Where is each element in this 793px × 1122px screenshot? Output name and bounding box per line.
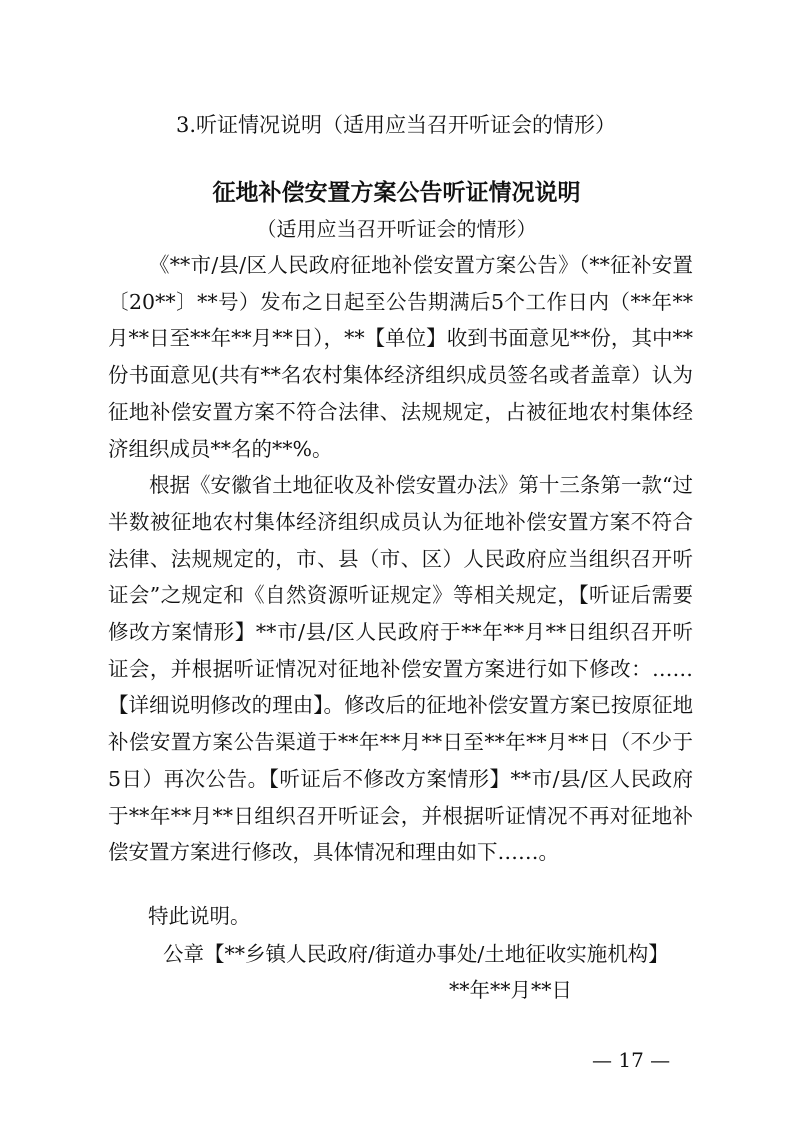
closing-statement: 特此说明。 bbox=[148, 904, 251, 928]
date-line: **年**月**日 bbox=[449, 978, 572, 1002]
paragraph-objections: 《**市/县/区人民政府征地补偿安置方案公告》（**征补安置〔20**〕**号）发布之日起至公告期满后5个工作日内（**年**月**日至**年**月**日），**【单位】收到书面意见**份，其中**份书面意见(共有**名农村集体经济组织成员签名或者盖章）认为征地补偿安置方案不符合法律、法规规定，占被征地农村集体经济组织成员**名的**%。 bbox=[108, 253, 693, 461]
paragraph-hearing: 根据《安徽省土地征收及补偿安置办法》第十三条第一款“过半数被征地农村集体经济组织成员认为征地补偿安置方案不符合法律、法规规定的，市、县（市、区）人民政府应当组织召开听证会”之规定和《自然资源听证规定》等相关规定，【听证后需要修改方案情形】**市/县/区人民政府于**年**月**日组织召开听证会，并根据听证情况对征地补偿安置方案进行如下修改：……【详细说明修改的理由】。修改后的征地补偿安置方案已按原征地补偿安置方案公告渠道于**年**月**日至**年**月**日（不少于5日）再次公告。【听证后不修改方案情形】**市/县/区人民政府于**年**月**日组织召开听证会，并根据听证情况不再对征地补偿安置方案进行修改，具体情况和理由如下……。 bbox=[108, 473, 693, 865]
document-title: 征地补偿安置方案公告听证情况说明 bbox=[212, 180, 581, 206]
section-heading: 3.听证情况说明（适用应当召开听证会的情形） bbox=[176, 113, 617, 137]
seal-line: 公章【**乡镇人民政府/街道办事处/土地征收实施机构】 bbox=[163, 942, 669, 966]
document-subtitle: （适用应当召开听证会的情形） bbox=[256, 217, 537, 241]
page-number: — 17 — bbox=[592, 1048, 671, 1072]
document-body bbox=[108, 247, 693, 871]
